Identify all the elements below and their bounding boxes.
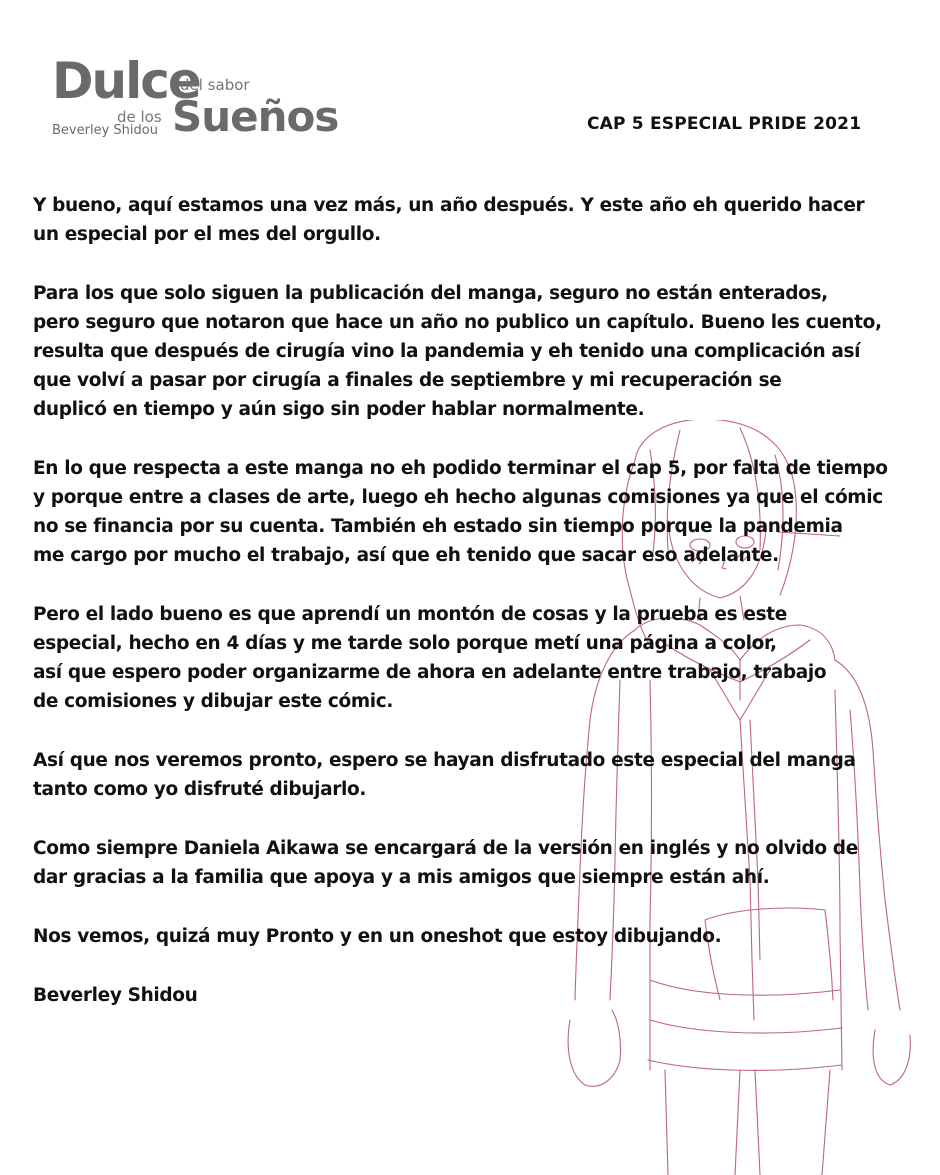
text-line: Para los que solo siguen la publicación del manga, seguro no están enterados,	[33, 283, 828, 304]
author-note-body	[33, 191, 923, 1040]
logo-author: Beverley Shidou	[52, 123, 158, 138]
logo-title-small-2: de los	[117, 108, 162, 126]
text-line: Como siempre Daniela Aikawa se encargará de la versión en inglés y no olvido de	[33, 838, 858, 859]
text-line: En lo que respecta a este manga no eh podido terminar el cap 5, por falta de tiempo	[33, 458, 888, 479]
paragraph	[33, 454, 923, 570]
signature-name: Beverley Shidou	[33, 985, 198, 1006]
paragraph	[33, 600, 923, 716]
text-line: especial, hecho en 4 días y me tarde solo porque metí una página a color,	[33, 633, 777, 654]
text-line: de comisiones y dibujar este cómic.	[33, 691, 394, 712]
sketch-leg-right	[755, 1070, 830, 1175]
series-logo	[52, 52, 339, 150]
paragraph	[33, 279, 923, 424]
text-line: así que espero poder organizarme de ahora en adelante entre trabajo, trabajo	[33, 662, 827, 683]
text-line: un especial por el mes del orgullo.	[33, 224, 381, 245]
text-line: que volví a pasar por cirugía a finales de septiembre y mi recuperación se	[33, 370, 782, 391]
paragraph	[33, 191, 923, 249]
text-line: Pero el lado bueno es que aprendí un montón de cosas y la prueba es este	[33, 604, 787, 625]
text-line: Nos vemos, quizá muy Pronto y en un oneshot que estoy dibujando.	[33, 926, 722, 947]
text-line: tanto como yo disfruté dibujarlo.	[33, 779, 367, 800]
paragraph	[33, 834, 923, 892]
paragraph	[33, 922, 923, 951]
logo-title-small-1: del sabor	[180, 76, 250, 94]
text-line: dar gracias a la familia que apoya y a mis amigos que siempre están ahí.	[33, 867, 770, 888]
signature	[33, 981, 923, 1010]
chapter-title: CAP 5 ESPECIAL PRIDE 2021	[587, 114, 862, 134]
text-line: duplicó en tiempo y aún sigo sin poder hablar normalmente.	[33, 399, 645, 420]
text-line: Así que nos veremos pronto, espero se hayan disfrutado este especial del manga	[33, 750, 856, 771]
paragraph	[33, 746, 923, 804]
logo-title-secondary: Sueños	[172, 92, 339, 141]
text-line: pero seguro que notaron que hace un año no publico un capítulo. Bueno les cuento,	[33, 312, 882, 333]
sketch-leg-left	[665, 1070, 740, 1175]
text-line: y porque entre a clases de arte, luego eh hecho algunas comisiones ya que el cómic	[33, 487, 883, 508]
logo-title-main: Dulce	[52, 52, 200, 110]
text-line: me cargo por mucho el trabajo, así que eh tenido que sacar eso adelante.	[33, 545, 779, 566]
text-line: Y bueno, aquí estamos una vez más, un año después. Y este año eh querido hacer	[33, 195, 865, 216]
sketch-hem-band	[648, 1060, 842, 1070]
text-line: no se financia por su cuenta. También eh estado sin tiempo porque la pandemia	[33, 516, 843, 537]
text-line: resulta que después de cirugía vino la pandemia y eh tenido una complicación así	[33, 341, 861, 362]
